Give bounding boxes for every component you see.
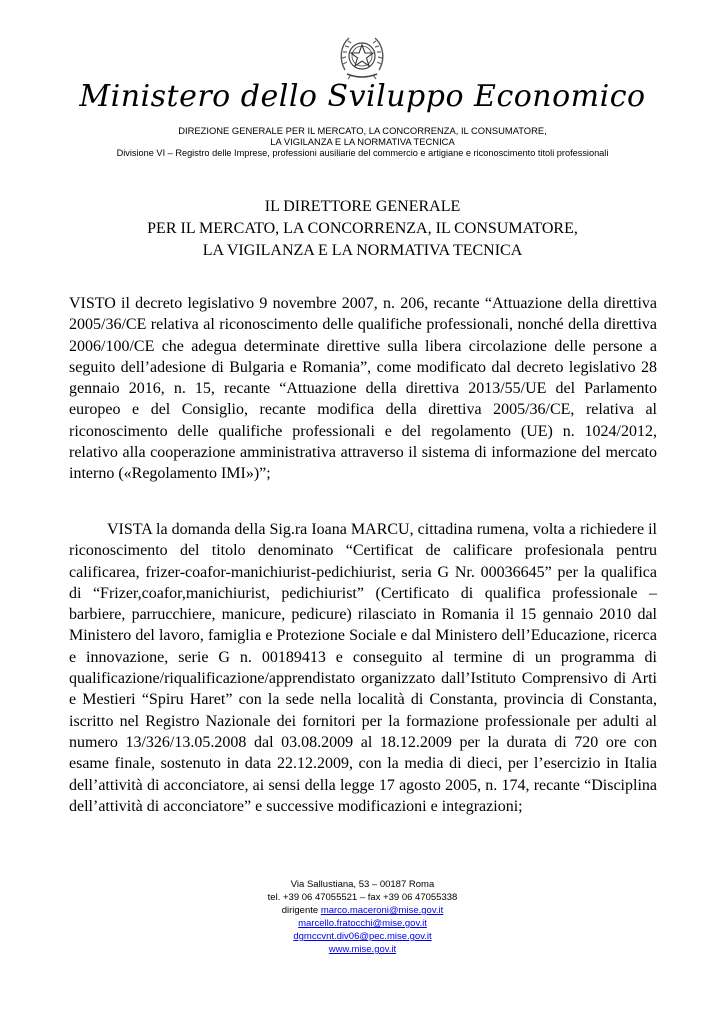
ministry-name: Ministero dello Sviluppo Economico <box>79 79 646 114</box>
email-link-pec[interactable]: dgmccvnt.div06@pec.mise.gov.it <box>293 931 432 942</box>
email-link-fratocchi[interactable]: marcello.fratocchi@mise.gov.it <box>298 918 427 929</box>
footer-dirigente <box>0 905 725 918</box>
directorate-line-1: DIREZIONE GENERALE PER IL MERCATO, LA CONCORRENZA, IL CONSUMATORE, <box>178 125 547 136</box>
footer-email-3 <box>0 931 725 944</box>
dirigente-label: dirigente <box>281 905 321 916</box>
email-link-maceroni[interactable]: marco.maceroni@mise.gov.it <box>320 905 444 916</box>
division-line: Divisione VI – Registro delle Imprese, professioni ausiliarie del commercio e artigiane e riconoscimento titoli professionali <box>116 148 609 158</box>
directorate-line-2: LA VIGILANZA E LA NORMATIVA TECNICA <box>270 136 455 147</box>
footer-website <box>0 944 725 957</box>
visto-paragraph: VISTO il decreto legislativo 9 novembre 2007, n. 206, recante “Attuazione della direttiva 2005/36/CE relativa al riconoscimento delle qualifiche professionali, nonché della direttiva 2006/100/CE che adegua determinate direttive sulla libera circolazione delle persone a seguito dell’adesione di Bulgaria e Romania”, come modificato dal decreto legislativo 28 gennaio 2016, n. 15, recante “Attuazione della direttiva 2013/55/UE del Parlamento europeo e del Consiglio, recante modifica della direttiva 2005/36/CE, relativa al riconoscimento delle qualifiche professionali e del regolamento (UE) n. 1024/2012, relativo alla cooperazione amministrativa attraverso il sistema di informazione del mercato interno («Regolamento IMI»)”; <box>69 295 657 483</box>
document-title-line-3: LA VIGILANZA E LA NORMATIVA TECNICA <box>202 242 523 259</box>
footer-phone: tel. +39 06 47055521 – fax +39 06 47055338 <box>267 892 458 903</box>
vista-paragraph: VISTA la domanda della Sig.ra Ioana MARCU, cittadina rumena, volta a richiedere il riconoscimento del titolo denominato “Certificat de calificare profesionala pentru calificarea, frizer-coafor-manichiurist-pedichiurist, seria G Nr. 00036645” per la qualifica di “Frizer,coafor,manichiurist, pedichiurist” (Certificato di qualifica professionale – barbiere, parrucchiere, manicure, pedicure) rilasciato in Romania il 15 gennaio 2010 dal Ministero del lavoro, famiglia e Protezione Sociale e dal Ministero dell’Educazione, ricerca e innovazione, serie G n. 00189413 e conseguito al termine di un programma di qualificazione/riqualificazione/apprendistato organizzato dall’Istituto Comprensivo di Arti e Mestieri “Spiru Haret” con la sede nella località di Constanta, provincia di Constanta, iscritto nel Registro Nazionale dei fornitori per la formazione professionale per adulti al numero 13/326/13.05.2008 dal 03.08.2009 al 18.12.2009 per la durata di 720 ore con esame finale, sostenuto in data 22.12.2009, con la media di dieci, per l’esercizio in Italia dell’attività di acconciatore, ai sensi della legge 17 agosto 2005, n. 174, recante “Disciplina dell’attività di acconciatore” e successive modificazioni e integrazioni; <box>69 521 657 815</box>
footer-address: Via Sallustiana, 53 – 00187 Roma <box>290 879 435 890</box>
document-title-line-2: PER IL MERCATO, LA CONCORRENZA, IL CONSUMATORE, <box>147 220 578 237</box>
italian-republic-emblem-icon <box>337 30 387 82</box>
footer-email-2 <box>0 918 725 931</box>
website-link[interactable]: www.mise.gov.it <box>328 944 397 955</box>
document-title-line-1: IL DIRETTORE GENERALE <box>264 198 461 215</box>
